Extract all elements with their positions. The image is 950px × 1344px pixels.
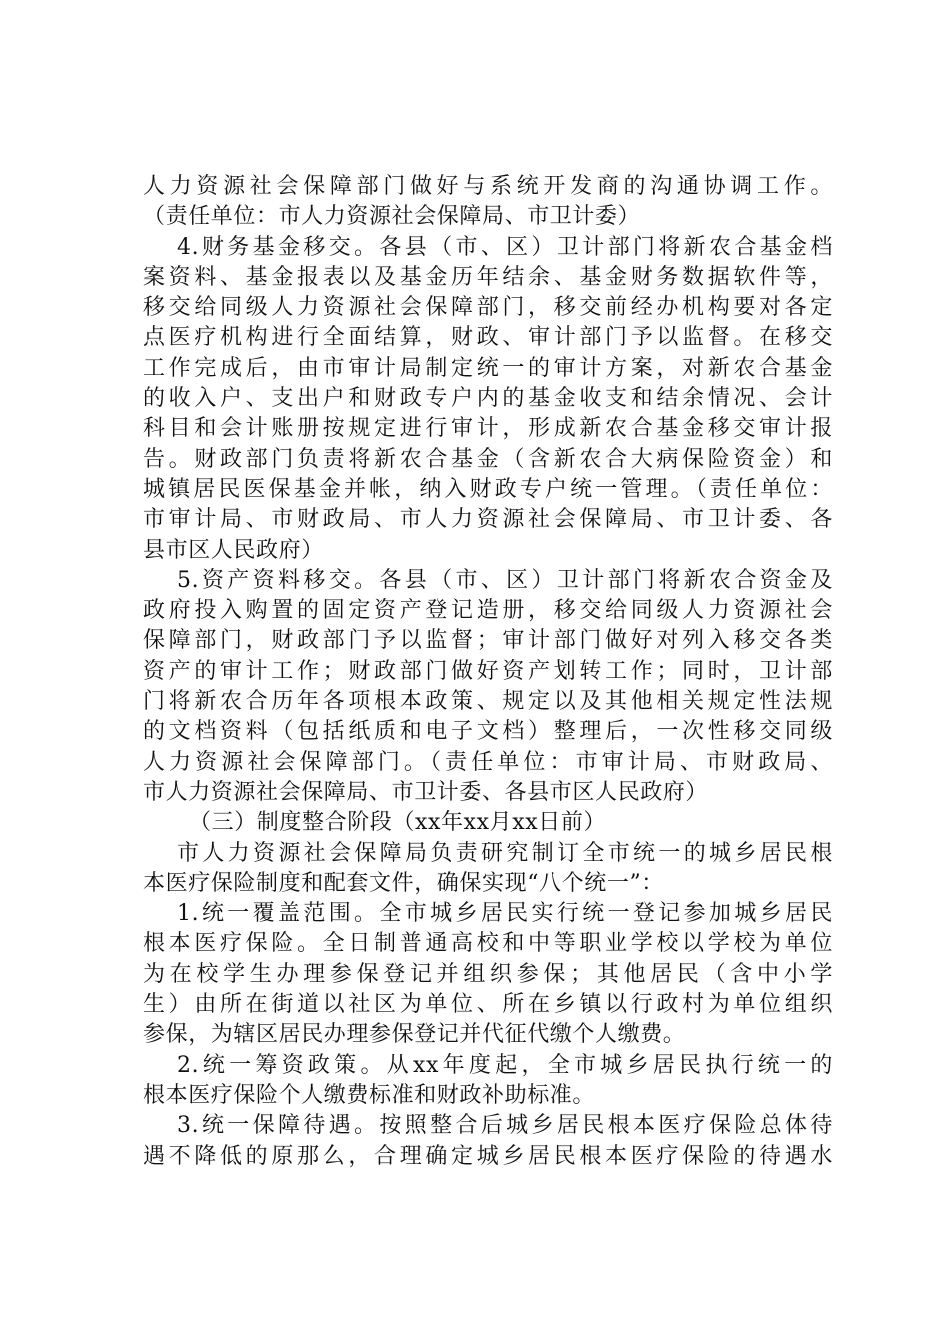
text-line: 根本医疗保险。全日制普通高校和中等职业学校以学校为单位: [143, 931, 833, 957]
text-line: 移交给同级人力资源社会保障部门，移交前经办机构要对各定: [143, 295, 833, 321]
text-line: 科目和会计账册按规定进行审计，形成新农合基金移交审计报: [143, 416, 833, 442]
text-line: 政府投入购置的固定资产登记造册，移交给同级人力资源社会: [143, 598, 833, 624]
text-line: 本医疗保险制度和配套文件，确保实现“八个统一”：: [143, 870, 664, 896]
text-line: 案资料、基金报表以及基金历年结余、基金财务数据软件等，: [143, 264, 833, 290]
text-line: 5.资产资料移交。各县（市、区）卫计部门将新农合资金及: [177, 567, 833, 593]
text-line: （三）制度整合阶段（xx年xx月xx日前）: [189, 810, 607, 836]
text-line: 告。财政部门负责将新农合基金（含新农合大病保险资金）和: [143, 446, 833, 472]
text-line: 遇不降低的原那么，合理确定城乡居民根本医疗保险的待遇水: [143, 1143, 833, 1169]
text-line: 人力资源社会保障部门做好与系统开发商的沟通协调工作。: [143, 174, 833, 199]
text-line: 1.统一覆盖范围。全市城乡居民实行统一登记参加城乡居民: [177, 901, 833, 927]
text-line: 为在校学生办理参保登记并组织参保；其他居民（含中小学: [143, 961, 833, 987]
text-line: 的文档资料（包括纸质和电子文档）整理后，一次性移交同级: [143, 719, 833, 745]
text-line: 的收入户、支出户和财政专户内的基金收支和结余情况、会计: [143, 386, 833, 412]
text-line: 市人力资源社会保障局、市卫计委、各县市区人民政府）: [143, 779, 709, 805]
text-line: 3.统一保障待遇。按照整合后城乡居民根本医疗保险总体待: [177, 1113, 833, 1139]
text-line: （责任单位：市人力资源社会保障局、市卫计委）: [143, 204, 641, 230]
text-line: 城镇居民医保基金并帐，纳入财政专户统一管理。（责任单位：: [143, 476, 833, 502]
text-line: 工作完成后，由市审计局制定统一的审计方案，对新农合基金: [143, 355, 833, 381]
text-line: 人力资源社会保障部门。（责任单位：市审计局、市财政局、: [143, 749, 833, 775]
text-line: 4.财务基金移交。各县（市、区）卫计部门将新农合基金档: [177, 234, 833, 260]
text-line: 保障部门，财政部门予以监督；审计部门做好对列入移交各类: [143, 628, 833, 654]
text-line: 市人力资源社会保障局负责研究制订全市统一的城乡居民根: [177, 840, 833, 866]
text-line: 生）由所在街道以社区为单位、所在乡镇以行政村为单位组织: [143, 992, 833, 1018]
text-line: 门将新农合历年各项根本政策、规定以及其他相关规定性法规: [143, 689, 833, 715]
text-line: 点医疗机构进行全面结算，财政、审计部门予以监督。在移交: [143, 325, 833, 351]
text-line: 县市区人民政府）: [143, 537, 324, 563]
text-line: 市审计局、市财政局、市人力资源社会保障局、市卫计委、各: [143, 507, 833, 533]
text-line: 根本医疗保险个人缴费标准和财政补助标准。: [143, 1082, 596, 1108]
text-line: 参保，为辖区居民办理参保登记并代征代缴个人缴费。: [143, 1022, 686, 1048]
text-line: 2.统一筹资政策。从xx年度起，全市城乡居民执行统一的: [177, 1052, 833, 1078]
document-body: [143, 172, 833, 1172]
text-line: 资产的审计工作；财政部门做好资产划转工作；同时，卫计部: [143, 658, 833, 684]
